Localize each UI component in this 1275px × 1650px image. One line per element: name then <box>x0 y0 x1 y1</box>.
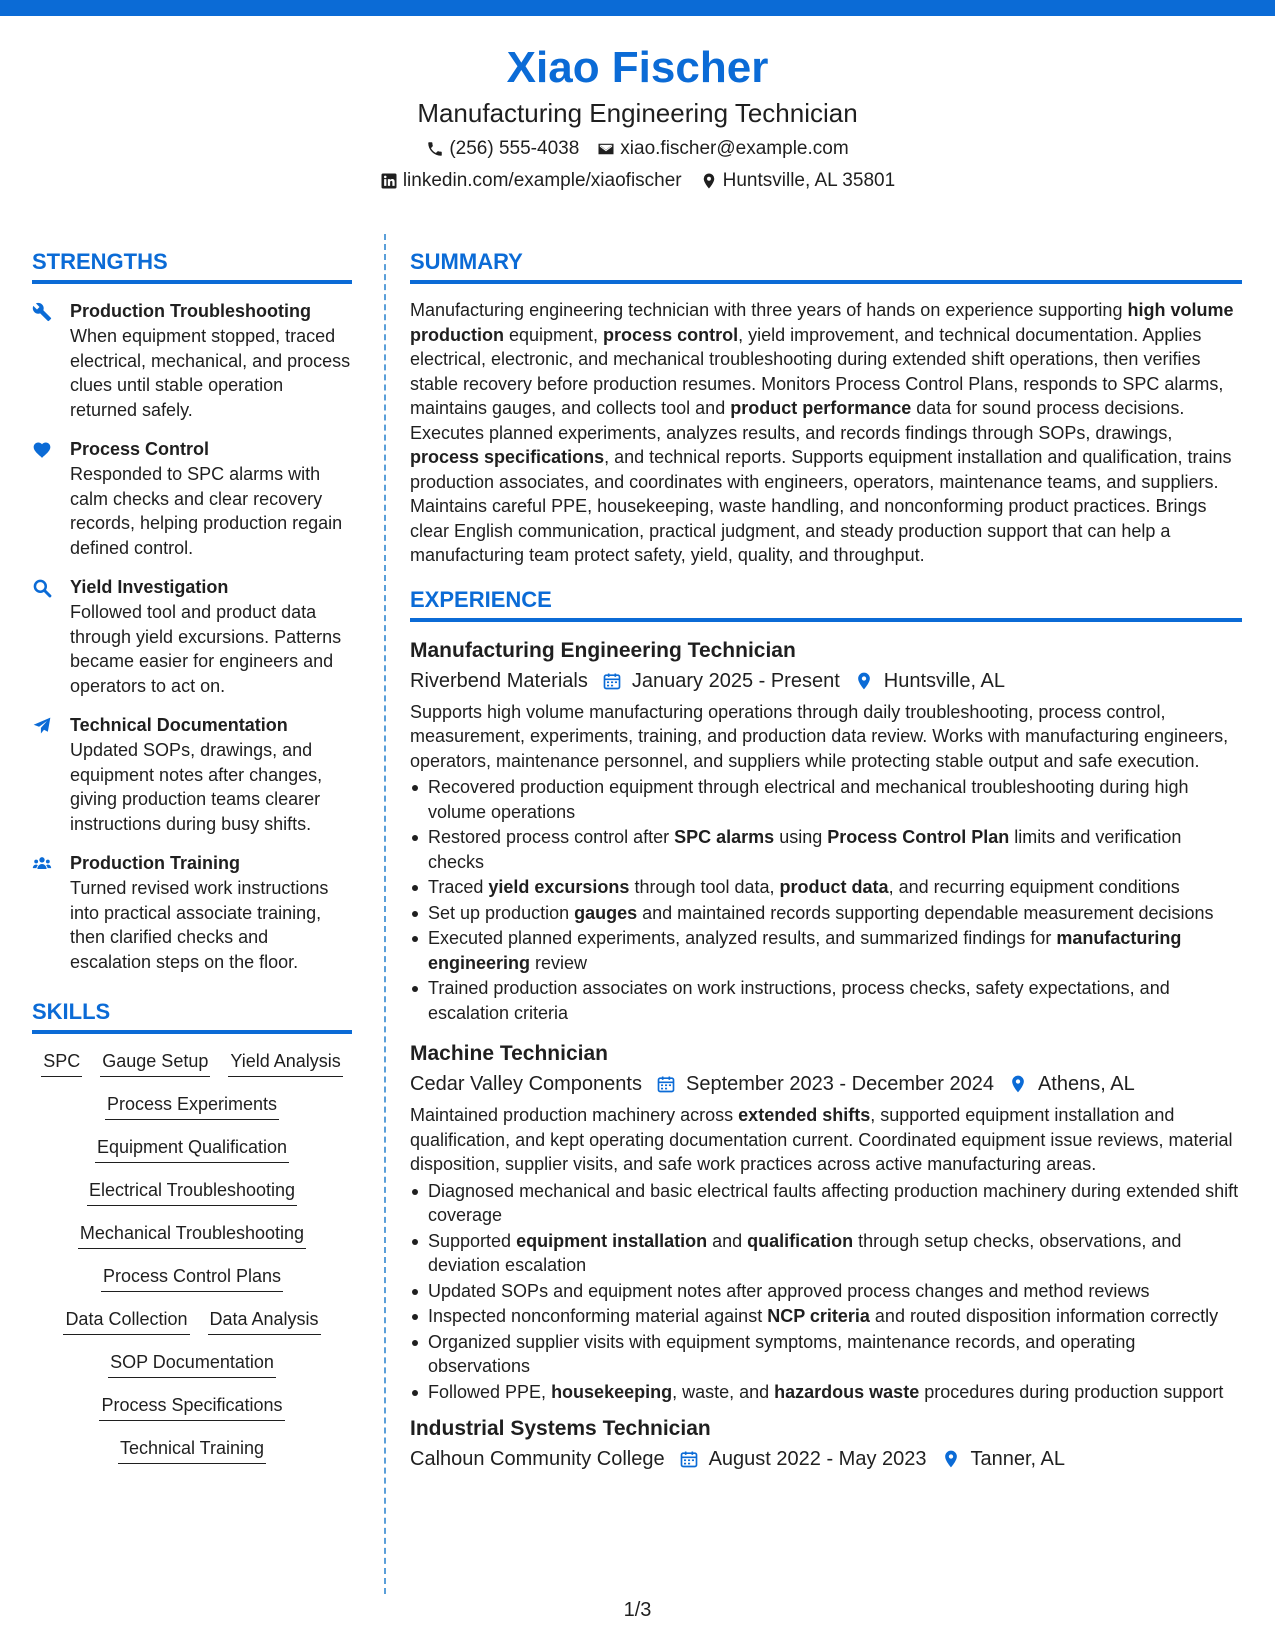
job-company: Cedar Valley Components <box>410 1073 642 1095</box>
calendar-icon <box>602 671 622 691</box>
job-title: Industrial Systems Technician <box>410 1417 711 1440</box>
job-company: Calhoun Community College <box>410 1448 665 1470</box>
strength-desc: Responded to SPC alarms with calm checks and clear recovery records, helping production regain defined control. <box>70 464 343 558</box>
job-location: Athens, AL <box>1037 1073 1135 1095</box>
job-entry <box>410 636 1242 1026</box>
summary-heading: SUMMARY <box>410 246 1242 284</box>
strength-title: Process Control <box>70 439 210 459</box>
bullet-item: Recovered production equipment through electrical and mechanical troubleshooting during high volume operations <box>410 775 1242 824</box>
strength-title: Yield Investigation <box>70 577 229 597</box>
contact-row-1 <box>0 134 1275 164</box>
skill-tag: Electrical Troubleshooting <box>87 1177 297 1206</box>
summary-text: Manufacturing engineering technician with three years of hands on experience supporting high volume production equipment, process control, yield improvement, and technical documentation. Applies electrical, electronic, and mechanical troubleshooting during extended shift operations, then verifies stable recovery before production resumes. Monitors Process Control Plans, responds to SPC alarms, maintains gauges, and collects tool and product performance data for sound process decisions. Executes planned experiments, analyzes results, and records findings through SOPs, drawings, process specifications, and technical reports. Supports equipment installation and qualification, trains production associates, and coordinates with engineers, operators, maintenance teams, and suppliers. Maintains careful PPE, housekeeping, waste handling, and nonconforming product practices. Brings clear English communication, practical judgment, and steady production support that can help a manufacturing team protect safety, yield, quality, and throughput. <box>410 300 1234 565</box>
candidate-title: Manufacturing Engineering Technician <box>417 98 858 128</box>
right-column <box>410 246 1242 1484</box>
job-meta <box>410 1069 1242 1099</box>
linkedin-icon <box>380 172 398 190</box>
skill-tag: Equipment Qualification <box>95 1134 289 1163</box>
strength-item <box>32 574 352 698</box>
job-meta <box>410 1444 1242 1474</box>
skill-tag: Yield Analysis <box>228 1048 342 1077</box>
bullet-item: Updated SOPs and equipment notes after approved process changes and method reviews <box>410 1279 1242 1304</box>
column-divider <box>384 234 386 1594</box>
skill-tag: Mechanical Troubleshooting <box>78 1220 306 1249</box>
resume-header <box>0 40 1275 196</box>
bullet-item: Restored process control after SPC alarms using Process Control Plan limits and verification checks <box>410 825 1242 874</box>
calendar-icon <box>679 1449 699 1469</box>
job-location: Tanner, AL <box>970 1448 1066 1470</box>
experience-heading: EXPERIENCE <box>410 584 1242 622</box>
job-dates: September 2023 - December 2024 <box>685 1073 994 1095</box>
job-meta <box>410 666 1242 696</box>
candidate-name: Xiao Fischer <box>506 43 769 92</box>
strength-item <box>32 850 352 974</box>
strength-desc: Turned revised work instructions into practical associate training, then clarified checks and escalation steps on the floor. <box>70 878 329 972</box>
job-dates: January 2025 - Present <box>631 669 840 692</box>
job-title: Manufacturing Engineering Technician <box>410 638 796 662</box>
left-column <box>32 246 352 1464</box>
job-bullets <box>410 775 1242 1025</box>
job-entry <box>410 1039 1242 1404</box>
heart-icon <box>32 440 52 460</box>
calendar-icon <box>656 1074 676 1094</box>
location-text: Huntsville, AL 35801 <box>722 170 896 191</box>
envelope-icon <box>597 140 615 158</box>
bullet-item: Followed PPE, housekeeping, waste, and hazardous waste procedures during production support <box>410 1380 1242 1405</box>
strength-title: Production Training <box>70 853 240 873</box>
job-description: Maintained production machinery across extended shifts, supported equipment installation and qualification, and kept operating documentation current. Coordinated equipment issue reviews, material disposition, supplier visits, and safe work practices across active manufacturing areas. <box>410 1105 1233 1174</box>
search-icon <box>32 578 52 598</box>
job-dates: August 2022 - May 2023 <box>708 1448 927 1470</box>
bullet-item: Diagnosed mechanical and basic electrical faults affecting production machinery during extended shift coverage <box>410 1179 1242 1228</box>
skill-tag: Process Specifications <box>99 1392 284 1421</box>
strength-item <box>32 298 352 422</box>
contact-location <box>700 166 896 196</box>
bullet-item: Supported equipment installation and qualification through setup checks, observations, and deviation escalation <box>410 1229 1242 1278</box>
skills-heading: SKILLS <box>32 996 352 1034</box>
strength-desc: When equipment stopped, traced electrical, mechanical, and process clues until stable operation returned safely. <box>70 326 351 420</box>
bullet-item: Traced yield excursions through tool data, product data, and recurring equipment conditions <box>410 875 1242 900</box>
contact-linkedin[interactable] <box>380 166 682 196</box>
strength-desc: Updated SOPs, drawings, and equipment notes after changes, giving production teams clearer instructions during busy shifts. <box>70 740 323 834</box>
bullet-item: Trained production associates on work instructions, process checks, safety expectations, and escalation criteria <box>410 976 1242 1025</box>
map-pin-icon <box>1008 1074 1028 1094</box>
strengths-heading: STRENGTHS <box>32 246 352 284</box>
wrench-icon <box>32 302 52 322</box>
map-pin-icon <box>854 671 874 691</box>
paper-plane-icon <box>32 716 52 736</box>
skill-tag: Process Experiments <box>105 1091 279 1120</box>
skill-tag: SOP Documentation <box>108 1349 276 1378</box>
skill-tag: Technical Training <box>118 1435 266 1464</box>
map-pin-icon <box>700 172 718 190</box>
job-bullets <box>410 1179 1242 1405</box>
skill-tag: Gauge Setup <box>100 1048 210 1077</box>
strength-item <box>32 712 352 836</box>
job-location: Huntsville, AL <box>883 669 1005 692</box>
job-title: Machine Technician <box>410 1042 608 1065</box>
top-accent-bar <box>0 0 1275 16</box>
contact-row-2 <box>0 166 1275 196</box>
skills-list <box>32 1048 352 1464</box>
bullet-item: Organized supplier visits with equipment symptoms, maintenance records, and operating observations <box>410 1330 1242 1379</box>
email-text: xiao.fischer@example.com <box>620 138 849 159</box>
skill-tag: Data Collection <box>63 1306 189 1335</box>
skill-tag: Data Analysis <box>208 1306 321 1335</box>
map-pin-icon <box>941 1449 961 1469</box>
phone-text: (256) 555-4038 <box>449 138 580 159</box>
strength-title: Production Troubleshooting <box>70 301 311 321</box>
bullet-item: Set up production gauges and maintained records supporting dependable measurement decisions <box>410 901 1242 926</box>
job-company: Riverbend Materials <box>410 669 588 692</box>
job-description: Supports high volume manufacturing operations through daily troubleshooting, process control, measurement, experiments, training, and production data review. Works with manufacturing engineers, operators, maintenance personnel, and suppliers while protecting stable output and safe execution. <box>410 701 1229 771</box>
bullet-item: Executed planned experiments, analyzed results, and summarized findings for manufacturing engineering review <box>410 926 1242 975</box>
skill-tag: SPC <box>41 1048 82 1077</box>
strength-desc: Followed tool and product data through yield excursions. Patterns became easier for engineers and operators to act on. <box>70 602 342 696</box>
linkedin-text: linkedin.com/example/xiaofischer <box>402 170 682 191</box>
skill-tag: Process Control Plans <box>101 1263 283 1292</box>
phone-icon <box>426 140 444 158</box>
users-icon <box>32 854 52 874</box>
bullet-item: Inspected nonconforming material against NCP criteria and routed disposition information correctly <box>410 1304 1242 1329</box>
contact-email[interactable] <box>597 134 848 164</box>
contact-phone[interactable] <box>426 134 579 164</box>
strength-title: Technical Documentation <box>70 715 288 735</box>
page-number: 1/3 <box>623 1599 652 1621</box>
strength-item <box>32 436 352 560</box>
job-entry <box>410 1414 1242 1474</box>
